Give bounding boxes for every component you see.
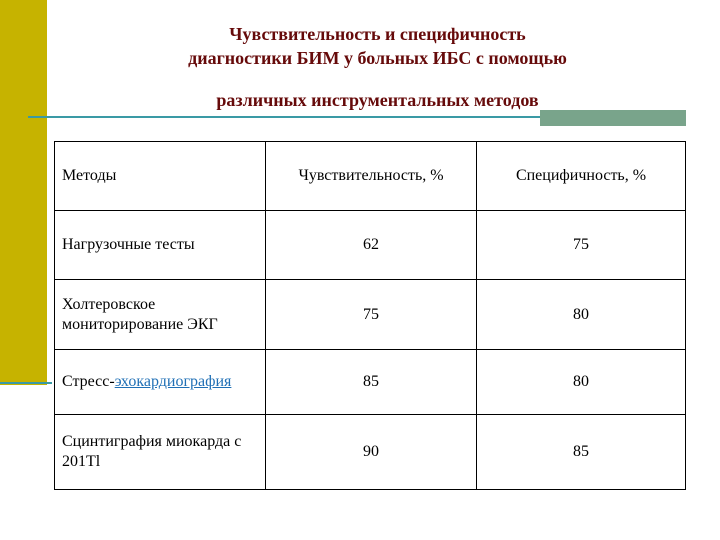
title-line-3: различных инструментальных методов — [216, 90, 539, 110]
table-row — [55, 280, 686, 350]
sensitivity-cell: 75 — [266, 280, 477, 350]
sensitivity-cell: 62 — [266, 211, 477, 280]
left-bar-divider — [0, 382, 52, 384]
header-sensitivity: Чувствительность, % — [266, 142, 477, 211]
method-cell — [55, 415, 266, 490]
table-row — [55, 350, 686, 415]
method-cell — [55, 280, 266, 350]
method-link[interactable]: эхокардиография — [114, 373, 232, 390]
specificity-cell: 75 — [477, 211, 686, 280]
table-row — [55, 211, 686, 280]
title-line-2: диагностики БИМ у больных ИБС с помощью — [188, 48, 567, 68]
decorative-left-bar — [0, 0, 47, 385]
sensitivity-cell: 90 — [266, 415, 477, 490]
slide-title — [100, 22, 655, 112]
method-cell — [55, 211, 266, 280]
results-table — [54, 141, 686, 490]
title-line-1: Чувствительность и специфичность — [229, 24, 526, 44]
specificity-cell: 80 — [477, 280, 686, 350]
method-cell — [55, 350, 266, 415]
decorative-accent-block — [540, 110, 686, 126]
table-header-row — [55, 142, 686, 211]
specificity-cell: 80 — [477, 350, 686, 415]
method-name: Нагрузочные тесты — [62, 236, 195, 253]
method-prefix: Стресс- — [62, 373, 115, 390]
header-methods: Методы — [55, 142, 266, 211]
table-row — [55, 415, 686, 490]
method-name: Сцинтиграфия миокарда с 201Tl — [62, 433, 242, 470]
method-name: Холтеровское мониторирование ЭКГ — [62, 295, 218, 333]
specificity-cell: 85 — [477, 415, 686, 490]
sensitivity-cell: 85 — [266, 350, 477, 415]
header-specificity: Специфичность, % — [477, 142, 686, 211]
